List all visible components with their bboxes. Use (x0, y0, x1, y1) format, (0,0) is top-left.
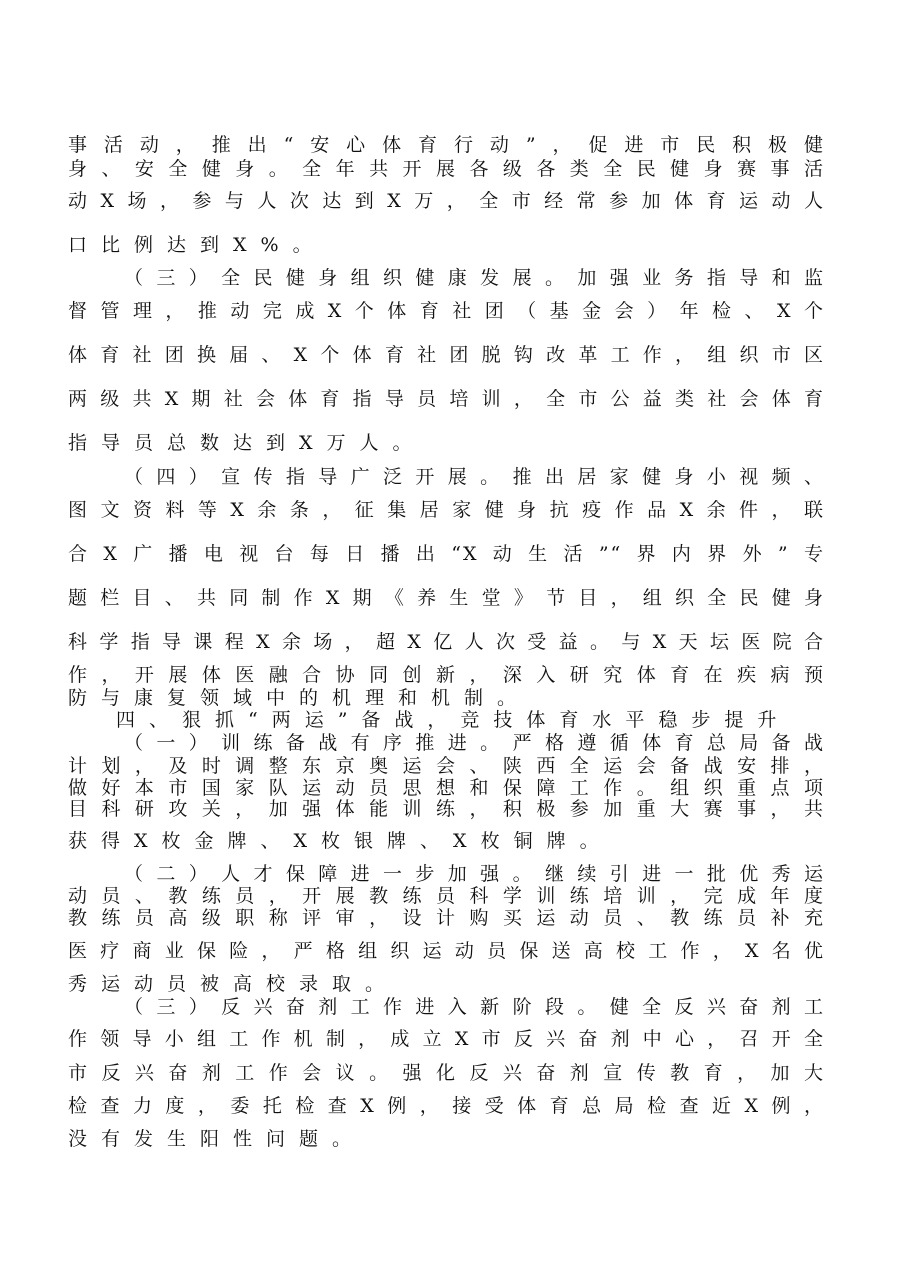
text-line: 目科研攻关，加强体能训练，积极参加重大赛事，共 (68, 798, 825, 820)
text-line: 秀运动员被高校录取。 (68, 973, 399, 995)
text-line: 事活动，推出“安心体育行动”，促进市民积极健 (68, 134, 825, 156)
section-paragraph-start: （二）人才保障进一步加强。继续引进一批优秀运 (124, 863, 825, 885)
text-line: 体育社团换届、X个体育社团脱钩改革工作，组织市区 (68, 344, 825, 366)
text-line: 指导员总数达到X万人。 (68, 432, 426, 454)
text-line: 动X场，参与人次达到X万，全市经常参加体育运动人 (68, 190, 825, 212)
section-heading: 四、狠抓“两运”备战，竞技体育水平稳步提升 (116, 709, 791, 731)
section-paragraph-start: （一）训练备战有序推进。严格遵循体育总局备战 (124, 732, 825, 754)
text-line: 动员、教练员，开展教练员科学训练培训，完成年度 (68, 885, 825, 907)
text-line: 获得X枚金牌、X枚银牌、X枚铜牌。 (68, 830, 613, 852)
text-line: 做好本市国家队运动员思想和保障工作。组织重点项 (68, 777, 825, 799)
text-line: 作，开展体医融合协同创新，深入研究体育在疾病预 (68, 664, 825, 686)
text-line: 作领导小组工作机制，成立X市反兴奋剂中心，召开全 (68, 1028, 825, 1050)
section-paragraph-start: （三）全民健身组织健康发展。加强业务指导和监 (124, 267, 825, 289)
text-line: 教练员高级职称评审，设计购买运动员、教练员补充 (68, 907, 825, 929)
text-line: 没有发生阳性问题。 (68, 1128, 366, 1150)
text-line: 合X广播电视台每日播出“X动生活”“界内界外”专 (68, 543, 825, 565)
text-line: 题栏目、共同制作X期《养生堂》节目，组织全民健身 (68, 587, 825, 609)
text-line: 市反兴奋剂工作会议。强化反兴奋剂宣传教育，加大 (68, 1062, 825, 1084)
text-line: 口比例达到X%。 (68, 234, 326, 256)
text-line: 督管理，推动完成X个体育社团（基金会）年检、X个 (68, 300, 825, 322)
section-paragraph-start: （三）反兴奋剂工作进入新阶段。健全反兴奋剂工 (124, 996, 825, 1018)
text-line: 图文资料等X余条，征集居家健身抗疫作品X余件，联 (68, 499, 825, 521)
text-line: 两级共X期社会体育指导员培训，全市公益类社会体育 (68, 388, 825, 410)
text-line: 医疗商业保险，严格组织运动员保送高校工作，X名优 (68, 940, 825, 962)
text-line: 科学指导课程X余场，超X亿人次受益。与X天坛医院合 (68, 631, 825, 653)
text-line: 身、安全健身。全年共开展各级各类全民健身赛事活 (68, 158, 825, 180)
text-line: 防与康复领域中的机理和机制。 (68, 687, 531, 709)
text-line: 计划，及时调整东京奥运会、陕西全运会备战安排， (68, 755, 825, 777)
text-line: 检查力度，委托检查X例，接受体育总局检查近X例， (68, 1095, 825, 1117)
section-paragraph-start: （四）宣传指导广泛开展。推出居家健身小视频、 (124, 466, 825, 488)
